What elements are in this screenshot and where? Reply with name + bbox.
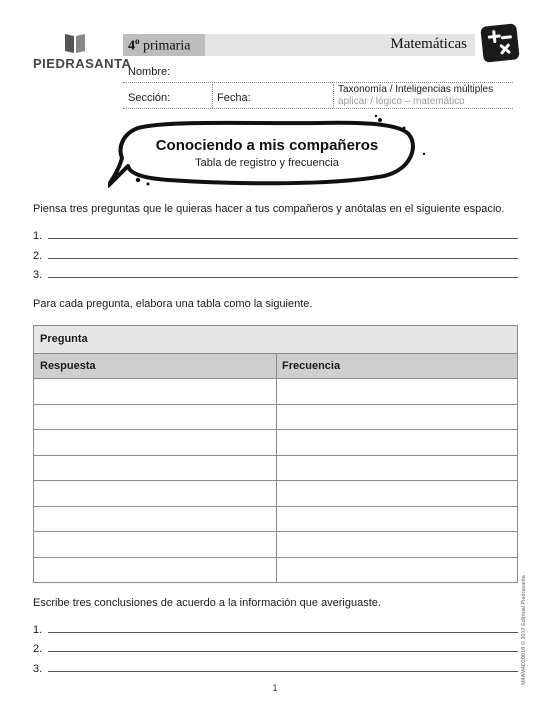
publisher-logo <box>33 32 133 72</box>
title-banner-shape <box>108 114 426 194</box>
taxonomy-info <box>338 84 493 108</box>
table-title-row <box>34 326 517 354</box>
conclusion-number: 2. <box>33 643 43 655</box>
frequency-table <box>33 325 518 583</box>
name-field[interactable] <box>123 82 513 83</box>
worksheet-subtitle: Tabla de registro y frecuencia <box>195 157 339 169</box>
page-number: 1 <box>272 683 278 693</box>
worksheet-title: Conociendo a mis compañeros <box>155 137 379 154</box>
instruction-questions: Piensa tres preguntas que le quieras hacer a tus compañeros y anótalas en el siguiente espacio. <box>33 203 505 215</box>
column-header-response: Respuesta <box>40 360 96 372</box>
grade-label: 4$^o$ primaria <box>128 36 191 54</box>
column-header-frequency: Frecuencia <box>282 360 341 372</box>
taxonomy-label: Taxonomía / Inteligencias múltiples <box>338 84 494 95</box>
question-number: 1. <box>33 230 43 242</box>
date-label: Fecha: <box>217 92 251 104</box>
answer-line[interactable] <box>48 632 518 633</box>
subject-label: Matemáticas <box>390 36 467 52</box>
table-title: Pregunta <box>40 333 88 345</box>
conclusion-number: 1. <box>33 624 43 636</box>
copyright-note: M4AM4D20018 © 2017 Editorial Piedrasanta <box>521 575 527 685</box>
answer-line[interactable] <box>48 277 518 278</box>
subject-band <box>205 34 475 56</box>
taxonomy-sub: aplicar / lógico – matemático <box>338 96 465 107</box>
publisher-name: PIEDRASANTA <box>33 56 132 71</box>
instruction-table: Para cada pregunta, elabora una tabla como la siguiente. <box>33 298 313 310</box>
book-icon <box>63 32 87 54</box>
answer-line[interactable] <box>48 238 518 239</box>
info-divider <box>333 84 335 108</box>
question-number: 2. <box>33 250 43 262</box>
answer-line[interactable] <box>48 258 518 259</box>
answer-line[interactable] <box>48 671 518 672</box>
conclusion-number: 3. <box>33 663 43 675</box>
name-label: Nombre: <box>128 66 171 78</box>
section-label: Sección: <box>128 92 171 104</box>
question-number: 3. <box>33 269 43 281</box>
answer-line[interactable] <box>48 651 518 652</box>
math-operations-icon <box>480 23 520 63</box>
section-date-field[interactable] <box>123 108 513 109</box>
info-divider <box>212 84 214 108</box>
column-divider <box>276 354 277 583</box>
grade-label-box <box>123 34 205 56</box>
instruction-conclusions: Escribe tres conclusiones de acuerdo a la información que averiguaste. <box>33 597 381 609</box>
